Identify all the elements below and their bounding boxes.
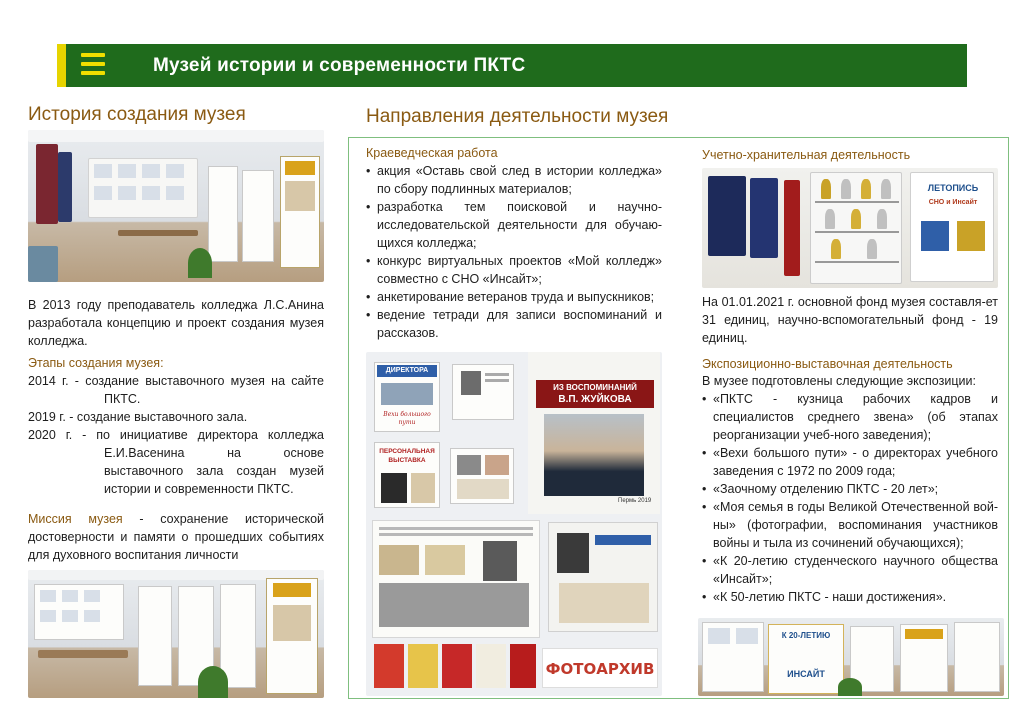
museum-hall-photo-1 <box>28 130 324 282</box>
mission-text: - сохранение исторической достоверности и памяти о прошедших событиях для духовного воспитания личности <box>28 512 325 562</box>
insight-title-2: ИНСАЙТ <box>787 669 825 679</box>
banner-accent-bar <box>57 44 66 87</box>
list-item: • «К 50-летию ПКТС - наши достижения». <box>702 588 998 606</box>
perm-caption: Пермь 2019 <box>618 498 652 504</box>
stages-heading: Этапы создания музея: <box>28 356 164 370</box>
menu-icon[interactable] <box>81 53 105 75</box>
mission-paragraph <box>28 510 324 564</box>
list-item: • «Заочному отделению ПКТС - 20 лет»; <box>702 480 998 498</box>
list-item: • конкурс виртуальных проектов «Мой колледж» совместно с СНО «Инсайт»; <box>366 252 662 288</box>
history-intro: В 2013 году преподаватель колледжа Л.С.Анина разработала концепцию и проект создания музея колледжа. <box>28 298 324 348</box>
chronicle-subtitle: СНО и Инсайт <box>928 199 978 206</box>
storage-text: На 01.01.2021 г. основной фонд музея составля-ет 31 единиц, научно-вспомогательный фонд - 19 единиц. <box>702 295 998 345</box>
insight-title-1: К 20-ЛЕТИЮ <box>781 631 831 640</box>
directors-label: ДИРЕКТОРА <box>377 365 437 377</box>
list-item: • разработка тем поисковой и научно-исследовательской деятельности для обучаю-щихся колледжа; <box>366 198 662 252</box>
storage-heading: Учетно-хранительная деятельность <box>702 148 911 162</box>
chronicle-title: ЛЕТОПИСЬ <box>927 183 979 193</box>
expo-intro: В музее подготовлены следующие экспозиции: <box>702 374 976 388</box>
list-item: • акция «Оставь свой след в истории колледжа» по сбору подлинных материалов; <box>366 162 662 198</box>
list-item: • «Моя семья в годы Великой Отечественной вой-ны» (фотографии, воспоминания участников войны и тыла из сочинений обучающихся); <box>702 498 998 552</box>
list-item: • ведение тетради для записи воспоминаний и рассказов. <box>366 306 662 342</box>
stage-2014: 2014 г. - создание выставочного музея на сайте ПКТС. <box>28 374 324 406</box>
museum-hall-photo-2 <box>28 570 324 698</box>
exhibition-photo <box>698 618 1004 696</box>
milestones-label: Вехи большого пути <box>383 411 431 426</box>
photo-archive-label: ФОТОАРХИВ <box>542 648 658 688</box>
list-item: • «К 20-летию студенческого научного общества «Инсайт»; <box>702 552 998 588</box>
personal-exhibition-label: ПЕРСОНАЛЬНАЯ ВЫСТАВКА <box>379 448 435 464</box>
local-history-list <box>366 162 662 342</box>
list-item: • «ПКТС - кузница рабочих кадров и специалистов среднего звена» (об этапах реорганизации учеб-ного заведения); <box>702 390 998 444</box>
page-title: Музей истории и современности ПКТС <box>153 55 526 76</box>
expo-heading: Экспозиционно-выставочная деятельность <box>702 357 953 371</box>
expo-list <box>702 390 998 606</box>
list-item: • «Вехи большого пути» - о директорах учебного заведения с 1972 по 2009 года; <box>702 444 998 480</box>
memoir-title-2: В.П. ЖУЙКОВА <box>558 394 632 405</box>
storage-photo <box>702 168 998 288</box>
header-banner <box>57 44 967 87</box>
local-history-heading: Краеведческая работа <box>366 146 498 160</box>
directions-heading: Направления деятельности музея <box>366 106 669 127</box>
mission-label: Миссия музея <box>28 512 123 526</box>
list-item: • анкетирование ветеранов труда и выпускников; <box>366 288 662 306</box>
history-heading: История создания музея <box>28 104 246 125</box>
memoir-title-1: ИЗ ВОСПОМИНАНИЙ <box>553 383 637 392</box>
stage-2020: 2020 г. - по инициативе директора колледжа Е.И.Васенина на основе выставочного зала создан музей истории и современности ПКТС. <box>28 428 324 496</box>
stage-2019: 2019 г. - создание выставочного зала. <box>28 410 248 424</box>
collage-photo <box>366 352 662 696</box>
